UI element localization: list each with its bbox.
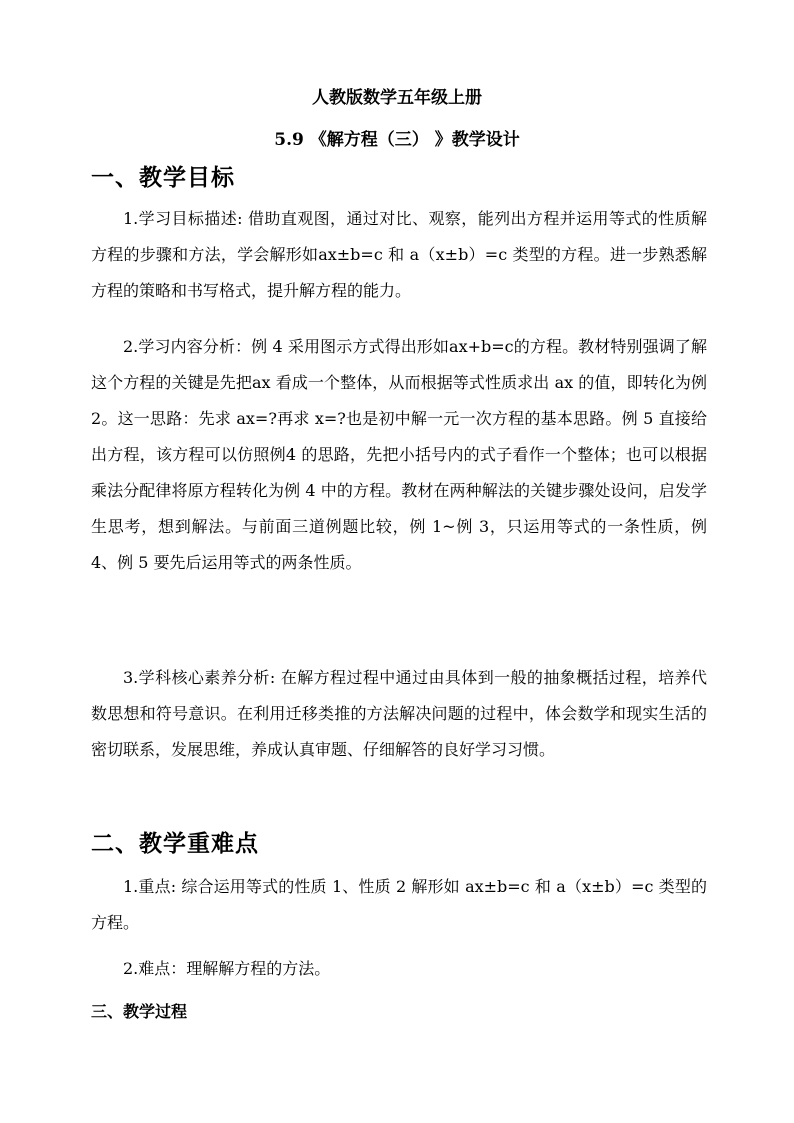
paragraph-text: 2.难点：理解解方程的方法。 <box>123 959 331 978</box>
paragraph-objectives-1 <box>91 201 707 309</box>
paragraph-text: 3.学科核心素养分析: 在解方程过程中通过由具体到一般的抽象概括过程，培养代数思想和符号意识。在利用迁移类推的方法解决问题的过程中，体会数学和现实生活的密切联系，发展思维，养成认真审题、仔细解答的良好学习习惯。 <box>91 668 707 759</box>
section-heading-process: 三、教学过程 <box>91 1002 188 1021</box>
paragraph-key-points-1 <box>91 869 707 941</box>
document-subtitle: 5.9 《解方程（三） 》教学设计 <box>274 130 520 150</box>
document-title: 人教版数学五年级上册 <box>312 88 482 108</box>
paragraph-text: 1.重点: 综合运用等式的性质 1、性质 2 解形如 ax±b=c 和 a（x±b）=c 类型的方程。 <box>91 877 707 932</box>
paragraph-text: 1.学习目标描述: 借助直观图，通过对比、观察，能列出方程并运用等式的性质解方程的步骤和方法，学会解形如ax±b=c 和 a（x±b）=c 类型的方程。进一步熟悉解方程的策略和书写格式，提升解方程的能力。 <box>91 209 707 300</box>
section-heading-objectives: 一、教学目标 <box>91 164 235 191</box>
paragraph-key-points-2 <box>91 951 707 987</box>
paragraph-text: 2.学习内容分析：例 4 采用图示方式得出形如ax+b=c的方程。教材特别强调了解这个方程的关键是先把ax 看成一个整体，从而根据等式性质求出 ax 的值，即转化为例 2。这一思路：先求 ax=?再求 x=?也是初中解一元一次方程的基本思路。例 5 直接给出方程，该方程可以仿照例4 的思路，先把小括号内的式子看作一个整体；也可以根据乘法分配律将原方程转化为例 4 中的方程。教材在两种解法的关键步骤处设问，启发学生思考，想到解法。与前面三道例题比较，例 1~例 3，只运用等式的一条性质，例 4、例 5 要先后运用等式的两条性质。 <box>91 337 707 572</box>
section-heading-key-points: 二、教学重难点 <box>91 830 259 857</box>
paragraph-objectives-3 <box>91 660 707 768</box>
paragraph-objectives-2 <box>91 329 707 581</box>
